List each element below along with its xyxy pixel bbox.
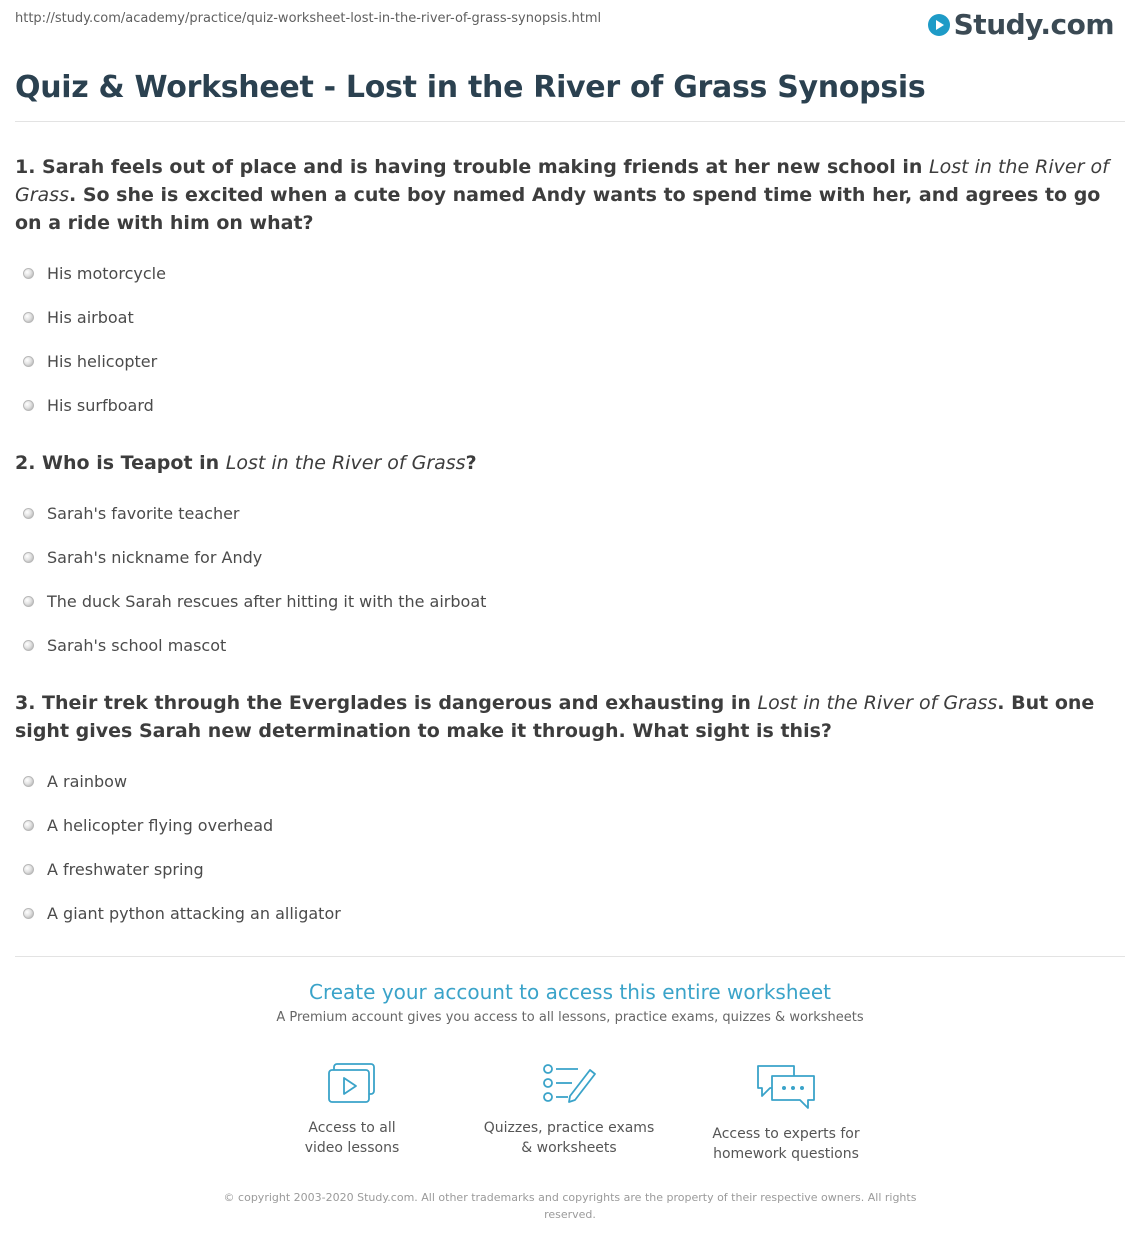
radio-button[interactable] [23,552,34,563]
question-3 [15,689,1125,935]
feature-video-lessons: Access to all video lessons [252,1062,452,1158]
page-title: Quiz & Worksheet - Lost in the River of Grass Synopsis [15,70,926,105]
answer-options [15,759,1125,935]
radio-button[interactable] [23,776,34,787]
answer-option[interactable]: His helicopter [15,339,1125,383]
question-1 [15,153,1125,427]
radio-button[interactable] [23,508,34,519]
feature-experts: Access to experts for homework questions [686,1062,886,1164]
radio-button[interactable] [23,356,34,367]
feature-quizzes: Quizzes, practice exams & worksheets [469,1062,669,1158]
radio-button[interactable] [23,400,34,411]
radio-button[interactable] [23,268,34,279]
radio-button[interactable] [23,312,34,323]
question-2 [15,449,1125,667]
study-logo[interactable] [928,8,1114,41]
video-lessons-icon [326,1062,378,1106]
answer-option[interactable]: Sarah's school mascot [15,623,1125,667]
chat-bubbles-icon [754,1062,818,1112]
radio-button[interactable] [23,864,34,875]
radio-button[interactable] [23,640,34,651]
logo-text: Study.com [953,8,1114,41]
answer-option[interactable]: Sarah's nickname for Andy [15,535,1125,579]
radio-button[interactable] [23,908,34,919]
answer-option[interactable]: A helicopter flying overhead [15,803,1125,847]
answer-options [15,251,1125,427]
copyright-notice: © copyright 2003-2020 Study.com. All other trademarks and copyrights are the property of their respective owners. All rights reserved. [223,1191,917,1221]
cta-title-link[interactable]: Create your account to access this entire worksheet [309,980,831,1004]
page-url: http://study.com/academy/practice/quiz-worksheet-lost-in-the-river-of-grass-synopsis.html [15,11,602,26]
answer-option[interactable]: A freshwater spring [15,847,1125,891]
answer-option[interactable]: His airboat [15,295,1125,339]
answer-option[interactable]: A rainbow [15,759,1125,803]
question-text: 2. Who is Teapot in Lost in the River of Grass? [15,452,477,474]
answer-option[interactable]: A giant python attacking an alligator [15,891,1125,935]
answer-options [15,491,1125,667]
answer-option[interactable]: Sarah's favorite teacher [15,491,1125,535]
answer-option[interactable]: His motorcycle [15,251,1125,295]
signup-cta [0,980,1140,1025]
question-text: 3. Their trek through the Everglades is dangerous and exhausting in Lost in the River of Grass. But one sight gives Sarah new determination to make it through. What sight is this? [15,692,1095,742]
answer-option[interactable]: His surfboard [15,383,1125,427]
cta-subtitle: A Premium account gives you access to all lessons, practice exams, quizzes & worksheets [276,1010,864,1025]
answer-option[interactable]: The duck Sarah rescues after hitting it with the airboat [15,579,1125,623]
divider [15,956,1125,957]
play-icon [928,14,950,36]
divider [15,121,1125,122]
radio-button[interactable] [23,596,34,607]
question-text: 1. Sarah feels out of place and is having trouble making friends at her new school in Lost in the River of Grass. So she is excited when a cute boy named Andy wants to spend time with her, and agrees to go on a ride with him on what? [15,156,1109,234]
radio-button[interactable] [23,820,34,831]
quiz-checklist-icon [540,1062,598,1106]
